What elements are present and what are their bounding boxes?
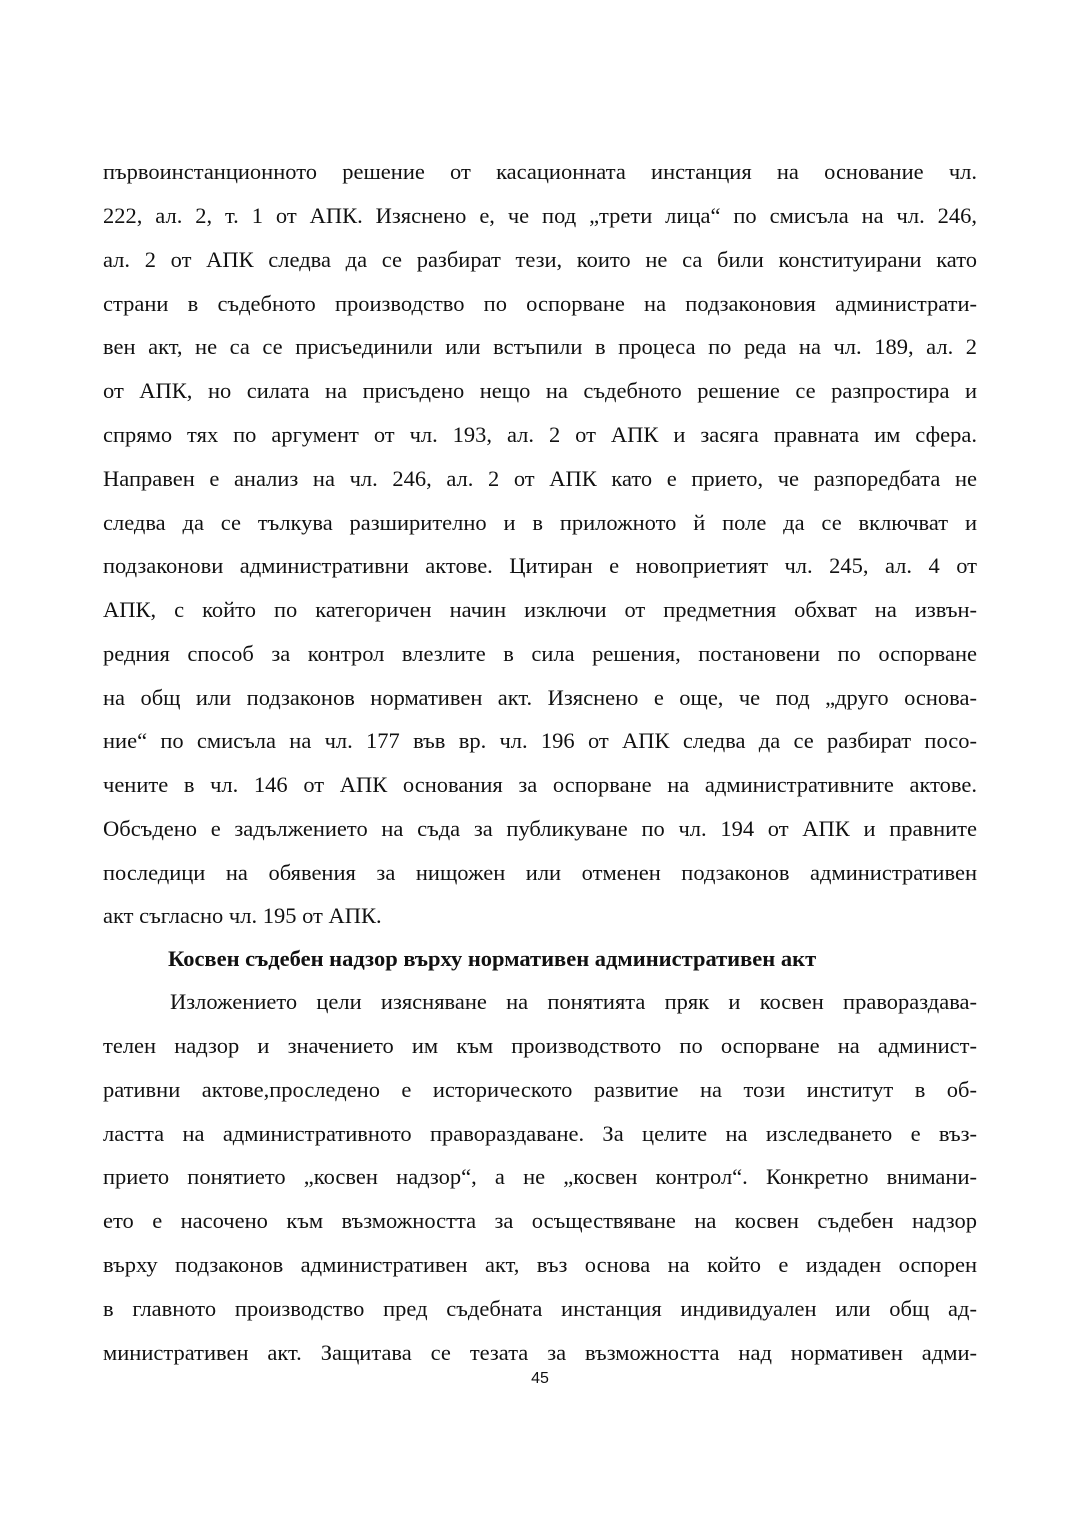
text-line: първоинстанционното решение от касационната инстанция на основание чл.: [103, 159, 977, 184]
page-number: 45: [531, 1370, 549, 1387]
text-line: Направен е анализ на чл. 246, ал. 2 от АПК като е прието, че разпоредбата не: [103, 466, 977, 491]
text-line: министративен акт. Защитава се тезата за възможността над нормативен адми-: [103, 1340, 977, 1365]
section-heading: Косвен съдебен надзор върху нормативен административен акт: [168, 946, 817, 971]
text-line: редния способ за контрол влезлите в сила решения, постановени по оспорване: [103, 641, 977, 666]
text-line: телен надзор и значението им към производството по оспорване на админист-: [103, 1033, 977, 1058]
text-line: Обсъдено е задължението на съда за публикуване по чл. 194 от АПК и правните: [103, 816, 977, 841]
text-line: ративни актове,проследено е историческото развитие на този институт в об-: [103, 1077, 977, 1102]
text-line: последици на обявения за нищожен или отменен подзаконов административен: [103, 860, 977, 885]
text-line: ластта на административното правораздаване. За целите на изследването е въз-: [103, 1121, 977, 1146]
text-line: на общ или подзаконов нормативен акт. Изяснено е още, че под „друго основа-: [103, 685, 977, 710]
text-line: чените в чл. 146 от АПК основания за оспорване на административните актове.: [103, 772, 977, 797]
text-line: спрямо тях по аргумент от чл. 193, ал. 2 от АПК и засяга правната им сфера.: [103, 422, 977, 447]
text-line: акт съгласно чл. 195 от АПК.: [103, 903, 382, 928]
text-line: ал. 2 от АПК следва да се разбират тези, които не са били конституирани като: [103, 247, 977, 272]
text-line: АПК, с който по категоричен начин изключи от предметния обхват на извън-: [103, 597, 977, 622]
text-line: следва да се тълкува разширително и в приложното й поле да се включват и: [103, 510, 977, 535]
text-line: вен акт, не са се присъединили или встъпили в процеса по реда на чл. 189, ал. 2: [103, 334, 977, 359]
text-line: Изложението цели изясняване на понятията пряк и косвен правораздава-: [170, 989, 977, 1014]
text-line: ние“ по смисъла на чл. 177 във вр. чл. 196 от АПК следва да се разбират посо-: [103, 728, 977, 753]
text-line: подзаконови административни актове. Цитиран е новоприетият чл. 245, ал. 4 от: [103, 553, 977, 578]
text-line: от АПК, но силата на присъдено нещо на съдебното решение се разпростира и: [103, 378, 977, 403]
text-line: 222, ал. 2, т. 1 от АПК. Изяснено е, че под „трети лица“ по смисъла на чл. 246,: [103, 203, 977, 228]
text-line: прието понятието „косвен надзор“, а не „косвен контрол“. Конкретно внимани-: [103, 1164, 977, 1189]
text-line: в главното производство пред съдебната инстанция индивидуален или общ ад-: [103, 1296, 977, 1321]
text-line: ето е насочено към възможността за осъществяване на косвен съдебен надзор: [103, 1208, 977, 1233]
text-line: върху подзаконов административен акт, въз основа на който е издаден оспорен: [103, 1252, 977, 1277]
text-line: страни в съдебното производство по оспорване на подзаконовия администрати-: [103, 291, 977, 316]
